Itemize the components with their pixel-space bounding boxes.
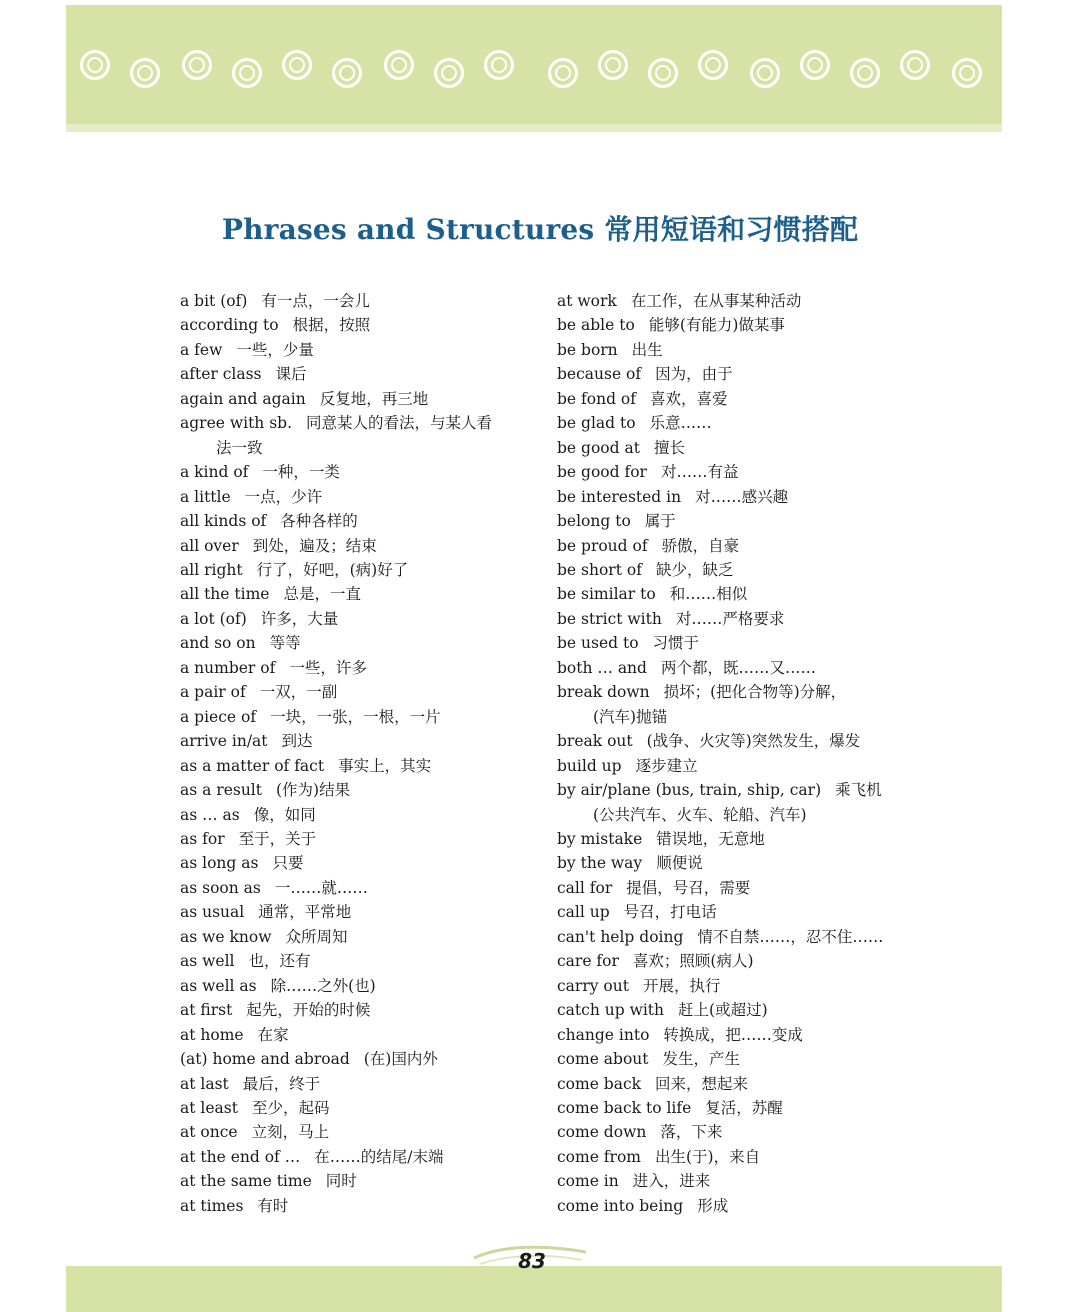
phrase-entry (180, 851, 560, 875)
phrase-entry (180, 607, 560, 631)
page-number: 83 (518, 1249, 546, 1273)
phrase-entry (557, 1047, 937, 1071)
phrase-entry (557, 851, 937, 875)
phrase-english: be able to (557, 316, 635, 335)
phrase-entry (557, 362, 937, 386)
phrase-meaning: 出生 (631, 340, 663, 359)
phrase-meaning: 一种，一类 (262, 463, 340, 482)
phrase-english: as long as (180, 854, 259, 873)
phrase-english: both … and (557, 658, 647, 677)
phrase-entry (557, 436, 937, 460)
phrase-meaning: 在……的结尾/末端 (314, 1147, 444, 1166)
phrase-english: at work (557, 292, 617, 310)
phrase-entry (180, 485, 560, 509)
phrase-meaning: 一双，一副 (259, 683, 338, 702)
phrase-entry (180, 1120, 560, 1144)
phrase-english: agree with sb. (180, 414, 293, 433)
phrase-meaning: 在工作，在从事某种活动 (630, 292, 802, 310)
phrase-entry (180, 778, 560, 802)
phrase-meaning: 在家 (257, 1025, 289, 1044)
phrase-english: a lot (of) (180, 609, 247, 628)
phrase-english: be short of (557, 560, 642, 579)
phrase-entry (557, 680, 937, 729)
phrase-entry (180, 1047, 560, 1071)
phrase-entry (557, 1096, 937, 1120)
phrase-entry (557, 925, 937, 949)
phrase-english: and so on (180, 634, 256, 653)
phrase-entry (557, 949, 937, 973)
phrase-meaning: 同意某人的看法，与某人看 (306, 414, 493, 433)
phrase-entry (180, 631, 560, 655)
phrase-entry (557, 998, 937, 1022)
phrase-meaning: 总是，一直 (283, 585, 361, 604)
phrase-entry (180, 509, 560, 533)
phrase-meaning: 事实上，其实 (338, 756, 432, 775)
ring-icon (130, 58, 160, 88)
phrase-entry (557, 656, 937, 680)
phrase-english: be proud of (557, 536, 648, 555)
phrase-meaning: 喜欢；照顾(病人) (632, 952, 754, 971)
ring-icon (484, 50, 514, 80)
phrase-entry (557, 1072, 937, 1096)
phrase-meaning: 逐步建立 (635, 756, 698, 775)
phrase-meaning: 属于 (644, 512, 676, 531)
phrase-english: come down (557, 1123, 647, 1142)
phrase-english: as well as (180, 976, 257, 995)
phrase-meaning-continuation: (汽车)抛锚 (593, 707, 668, 726)
phrase-meaning: 至于，关于 (238, 829, 317, 848)
phrase-entry (180, 338, 560, 362)
phrase-entry (557, 582, 937, 606)
phrase-meaning: 一块，一张，一根，一片 (270, 707, 441, 726)
phrase-entry (557, 754, 937, 778)
phrase-meaning: 进入，进来 (632, 1172, 711, 1191)
phrase-meaning: 最后，终于 (242, 1074, 321, 1093)
ring-icon (80, 50, 110, 80)
phrase-meaning: 根据，按照 (292, 316, 371, 335)
phrase-entry (180, 754, 560, 778)
phrase-english: as a matter of fact (180, 756, 325, 775)
phrase-english: be fond of (557, 389, 636, 408)
phrase-meaning-continuation: (公共汽车、火车、轮船、汽车) (593, 805, 807, 824)
phrase-english: carry out (557, 976, 629, 995)
phrase-english: all the time (180, 585, 270, 604)
phrase-english: come back (557, 1074, 642, 1093)
phrase-english: at the same time (180, 1172, 312, 1191)
phrase-english: catch up with (557, 1001, 665, 1020)
phrase-english: because of (557, 365, 642, 384)
phrase-meaning: 出生(于)，来自 (655, 1147, 761, 1166)
phrase-entry (180, 313, 560, 337)
phrase-meaning: 反复地，再三地 (319, 389, 429, 408)
phrase-meaning: 和……相似 (669, 585, 748, 604)
phrase-meaning: 各种各样的 (280, 512, 358, 531)
phrase-entry (180, 1072, 560, 1096)
phrase-english: as well (180, 952, 235, 971)
phrase-english: by mistake (557, 829, 643, 848)
phrase-entry (180, 558, 560, 582)
phrase-english: at home (180, 1025, 244, 1044)
phrase-meaning: 错误地，无意地 (656, 829, 765, 848)
phrase-entry (180, 289, 560, 313)
phrase-meaning: 一些，许多 (289, 658, 367, 677)
phrase-english: at once (180, 1123, 238, 1142)
phrase-entry (180, 827, 560, 851)
phrase-meaning: 损坏；(把化合物等)分解， (663, 683, 847, 702)
phrase-entry (180, 411, 560, 460)
phrase-meaning: 骄傲，自豪 (661, 536, 740, 555)
phrase-english: according to (180, 316, 279, 335)
header-rule (66, 124, 1002, 132)
phrase-meaning: 形成 (697, 1196, 729, 1215)
phrase-entry (180, 876, 560, 900)
phrase-entry (180, 705, 560, 729)
phrase-entry (180, 998, 560, 1022)
phrase-meaning: 开展，执行 (642, 976, 721, 995)
phrase-entry (557, 1120, 937, 1144)
phrase-meaning: 复活，苏醒 (705, 1098, 783, 1117)
phrase-entry (557, 509, 937, 533)
phrase-meaning: 有时 (257, 1196, 289, 1215)
phrase-meaning: 两个都，既……又…… (660, 658, 816, 677)
phrase-meaning: 到达 (281, 732, 313, 751)
phrase-english: care for (557, 952, 619, 971)
phrase-entry (557, 313, 937, 337)
phrase-english: as … as (180, 805, 240, 824)
phrase-english: after class (180, 365, 262, 384)
phrase-english: build up (557, 756, 622, 775)
phrase-entry (557, 631, 937, 655)
phrase-entry (557, 778, 937, 827)
phrase-meaning: 对……有益 (660, 463, 739, 482)
phrase-entry (180, 387, 560, 411)
phrase-entry (180, 680, 560, 704)
phrase-english: at times (180, 1196, 244, 1215)
phrase-english: all kinds of (180, 512, 267, 531)
phrase-english: be good at (557, 438, 640, 457)
phrase-english: break out (557, 732, 633, 751)
phrase-entry (557, 974, 937, 998)
phrase-english: a few (180, 340, 223, 359)
phrase-entry (557, 485, 937, 509)
phrase-english: can't help doing (557, 927, 684, 946)
phrase-english: be similar to (557, 585, 656, 604)
phrase-meaning: 习惯于 (652, 634, 700, 653)
phrase-english: come back to life (557, 1098, 692, 1117)
phrase-entry (180, 460, 560, 484)
ring-icon (332, 58, 362, 88)
page-title: Phrases and Structures 常用短语和习惯搭配 (221, 213, 859, 246)
phrase-column-right (557, 289, 937, 1218)
phrase-english: a kind of (180, 463, 249, 482)
phrase-meaning: 乘飞机 (835, 781, 882, 800)
phrase-entry (180, 1023, 560, 1047)
phrase-english: come from (557, 1147, 641, 1166)
phrase-meaning: 许多，大量 (260, 609, 339, 628)
ring-icon (232, 58, 262, 88)
ring-icon (952, 58, 982, 88)
phrase-meaning: 像，如同 (253, 805, 316, 824)
phrase-meaning: 起先，开始的时候 (246, 1001, 371, 1020)
phrase-meaning: 一……就…… (274, 878, 368, 897)
phrase-entry (557, 1194, 937, 1218)
phrase-meaning: 只要 (272, 854, 304, 873)
phrase-meaning: 因为，由于 (655, 365, 733, 384)
phrase-english: be interested in (557, 487, 682, 506)
phrase-meaning: 一些，少量 (236, 340, 314, 359)
phrase-english: as usual (180, 903, 245, 922)
phrase-entry (557, 827, 937, 851)
ring-icon (598, 50, 628, 80)
phrase-meaning: 课后 (275, 365, 307, 384)
phrase-meaning: 通常，平常地 (258, 903, 352, 922)
phrase-english: a number of (180, 658, 276, 677)
phrase-english: call up (557, 903, 610, 922)
phrase-english: be good for (557, 463, 647, 482)
phrase-english: a piece of (180, 707, 257, 726)
ring-icon (900, 50, 930, 80)
phrase-english: at first (180, 1001, 233, 1020)
phrase-entry (557, 534, 937, 558)
phrase-meaning: 等等 (269, 634, 301, 653)
phrase-meaning: 一点，少许 (244, 487, 323, 506)
phrase-english: break down (557, 683, 650, 702)
phrase-meaning: 到处，遍及；结束 (252, 536, 377, 555)
phrase-meaning: 号召，打电话 (623, 903, 717, 922)
ring-icon (182, 50, 212, 80)
phrase-meaning: (战争、火灾等)突然发生，爆发 (646, 732, 861, 751)
phrase-meaning: 顺便说 (656, 854, 703, 873)
phrase-english: as soon as (180, 878, 261, 897)
phrase-entry (180, 1194, 560, 1218)
phrase-entry (180, 803, 560, 827)
phrase-meaning: 擅长 (653, 438, 685, 457)
phrase-meaning: 同时 (325, 1172, 357, 1191)
phrase-english: come in (557, 1172, 619, 1191)
phrase-meaning: 提倡，号召，需要 (626, 878, 751, 897)
phrase-entry (180, 1145, 560, 1169)
phrase-entry (180, 949, 560, 973)
phrase-entry (180, 925, 560, 949)
phrase-entry (180, 729, 560, 753)
phrase-english: by the way (557, 854, 643, 873)
phrase-english: at last (180, 1074, 229, 1093)
phrase-entry (557, 460, 937, 484)
phrase-entry (180, 362, 560, 386)
phrase-english: be born (557, 340, 618, 359)
phrase-entry (180, 900, 560, 924)
phrase-column-left (180, 289, 560, 1218)
phrase-meaning: 至少，起码 (251, 1098, 330, 1117)
phrase-english: come into being (557, 1196, 684, 1215)
phrase-entry (557, 1145, 937, 1169)
phrase-meaning: 对……严格要求 (675, 609, 785, 628)
phrase-english: a pair of (180, 683, 246, 702)
phrase-meaning: 赶上(或超过) (678, 1001, 768, 1020)
phrase-meaning: (作为)结果 (276, 781, 351, 800)
phrase-english: a little (180, 487, 231, 506)
phrase-entry (557, 1169, 937, 1193)
phrase-english: call for (557, 878, 613, 897)
phrase-english: all right (180, 560, 243, 579)
phrase-meaning: 乐意…… (649, 414, 712, 433)
phrase-english: be glad to (557, 414, 636, 433)
phrase-english: as a result (180, 781, 262, 800)
phrase-meaning: 回来，想起来 (655, 1074, 749, 1093)
phrase-entry (557, 289, 937, 313)
phrase-entry (557, 1023, 937, 1047)
phrase-entry (180, 656, 560, 680)
ring-icon (548, 58, 578, 88)
ring-icon (282, 50, 312, 80)
ring-icon (434, 58, 464, 88)
phrase-meaning: 除……之外(也) (270, 976, 376, 995)
phrase-entry (180, 1169, 560, 1193)
phrase-entry (180, 534, 560, 558)
phrase-entry (557, 387, 937, 411)
phrase-meaning: 也，还有 (248, 952, 311, 971)
phrase-meaning: 喜欢，喜爱 (650, 389, 728, 408)
phrase-meaning-continuation: 法一致 (216, 438, 263, 457)
phrase-meaning: 能够(有能力)做某事 (648, 316, 785, 335)
ring-icon (750, 58, 780, 88)
phrase-entry (557, 338, 937, 362)
phrase-entry (557, 729, 937, 753)
phrase-english: change into (557, 1025, 650, 1044)
phrase-meaning: 立刻，马上 (251, 1123, 330, 1142)
phrase-entry (557, 411, 937, 435)
phrase-english: all over (180, 536, 239, 555)
phrase-entry (180, 582, 560, 606)
phrase-meaning: 有一点，一会儿 (261, 292, 370, 310)
phrase-english: be used to (557, 634, 639, 653)
phrase-english: as for (180, 829, 225, 848)
phrase-english: as we know (180, 927, 272, 946)
phrase-entry (180, 1096, 560, 1120)
phrase-entry (557, 876, 937, 900)
phrase-meaning: 落，下来 (660, 1123, 723, 1142)
ring-icon (850, 58, 880, 88)
phrase-entry (557, 900, 937, 924)
phrase-meaning: 对……感兴趣 (695, 487, 789, 506)
phrase-meaning: 转换成，把……变成 (663, 1025, 803, 1044)
phrase-meaning: (在)国内外 (363, 1050, 438, 1069)
phrase-meaning: 发生，产生 (662, 1050, 741, 1069)
ring-icon (698, 50, 728, 80)
phrase-english: arrive in/at (180, 732, 268, 751)
phrase-meaning: 行了，好吧，(病)好了 (256, 560, 409, 579)
phrase-meaning: 情不自禁……，忍不住…… (697, 927, 884, 946)
ring-icon (800, 50, 830, 80)
phrase-english: come about (557, 1050, 649, 1069)
phrase-english: again and again (180, 389, 306, 408)
phrase-english: at the end of … (180, 1147, 301, 1166)
phrase-english: by air/plane (bus, train, ship, car) (557, 781, 822, 800)
phrase-english: (at) home and abroad (180, 1050, 350, 1069)
phrase-entry (557, 607, 937, 631)
ring-icon (648, 58, 678, 88)
phrase-english: belong to (557, 512, 631, 531)
ring-icon (384, 50, 414, 80)
phrase-english: be strict with (557, 609, 662, 628)
phrase-entry (557, 558, 937, 582)
phrase-english: at least (180, 1098, 238, 1117)
phrase-english: a bit (of) (180, 292, 248, 310)
phrase-meaning: 众所周知 (285, 927, 348, 946)
phrase-meaning: 缺少，缺乏 (655, 560, 734, 579)
phrase-entry (180, 974, 560, 998)
